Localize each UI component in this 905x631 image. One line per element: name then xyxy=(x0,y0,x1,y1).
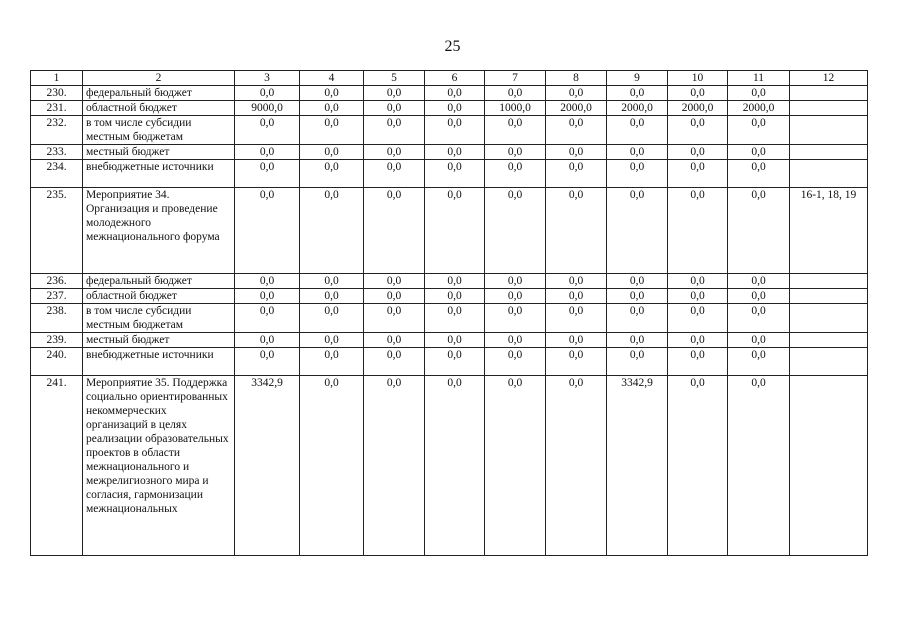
row-name: в том числе субсидии местным бюджетам xyxy=(83,116,235,145)
value-cell: 0,0 xyxy=(485,145,546,160)
value-cell: 0,0 xyxy=(668,145,728,160)
row-name: местный бюджет xyxy=(83,145,235,160)
value-cell: 0,0 xyxy=(668,333,728,348)
value-cell: 0,0 xyxy=(728,348,790,376)
value-cell: 0,0 xyxy=(546,348,607,376)
value-cell: 0,0 xyxy=(425,376,485,556)
value-cell: 0,0 xyxy=(425,274,485,289)
column-header: 12 xyxy=(790,71,868,86)
column-header: 8 xyxy=(546,71,607,86)
value-cell: 0,0 xyxy=(485,304,546,333)
value-cell: 0,0 xyxy=(668,116,728,145)
value-cell: 0,0 xyxy=(300,116,364,145)
value-cell: 0,0 xyxy=(668,274,728,289)
table-body xyxy=(31,86,868,556)
value-cell: 0,0 xyxy=(300,348,364,376)
value-cell: 0,0 xyxy=(607,289,668,304)
value-cell: 0,0 xyxy=(235,188,300,274)
row-note xyxy=(790,274,868,289)
value-cell: 0,0 xyxy=(425,101,485,116)
value-cell: 0,0 xyxy=(300,86,364,101)
value-cell: 0,0 xyxy=(607,160,668,188)
row-number: 241. xyxy=(31,376,83,556)
value-cell: 0,0 xyxy=(728,376,790,556)
value-cell: 0,0 xyxy=(607,86,668,101)
row-note xyxy=(790,304,868,333)
value-cell: 0,0 xyxy=(485,376,546,556)
value-cell: 0,0 xyxy=(485,333,546,348)
row-note xyxy=(790,376,868,556)
value-cell: 0,0 xyxy=(485,188,546,274)
value-cell: 0,0 xyxy=(364,274,425,289)
value-cell: 2000,0 xyxy=(607,101,668,116)
value-cell: 0,0 xyxy=(235,348,300,376)
value-cell: 0,0 xyxy=(300,274,364,289)
value-cell: 0,0 xyxy=(607,333,668,348)
row-note: 16-1, 18, 19 xyxy=(790,188,868,274)
value-cell: 0,0 xyxy=(728,86,790,101)
value-cell: 0,0 xyxy=(235,274,300,289)
value-cell: 1000,0 xyxy=(485,101,546,116)
row-number: 234. xyxy=(31,160,83,188)
value-cell: 0,0 xyxy=(364,188,425,274)
column-header: 3 xyxy=(235,71,300,86)
page-number: 25 xyxy=(444,38,461,55)
value-cell: 0,0 xyxy=(364,160,425,188)
value-cell: 0,0 xyxy=(235,160,300,188)
value-cell: 0,0 xyxy=(728,333,790,348)
row-number: 235. xyxy=(31,188,83,274)
value-cell: 0,0 xyxy=(607,188,668,274)
table-row xyxy=(31,304,868,333)
row-name: федеральный бюджет xyxy=(83,274,235,289)
row-name: федеральный бюджет xyxy=(83,86,235,101)
value-cell: 0,0 xyxy=(668,289,728,304)
row-name: Мероприятие 35. Поддержка социально ориентированных некоммерческих организаций в целях реализации образовательных проектов в области межнационального и межрелигиозного мира и согласия, гармонизации межнациональных xyxy=(83,376,235,556)
value-cell: 3342,9 xyxy=(235,376,300,556)
column-header: 1 xyxy=(31,71,83,86)
value-cell: 2000,0 xyxy=(728,101,790,116)
value-cell: 0,0 xyxy=(364,86,425,101)
column-header: 5 xyxy=(364,71,425,86)
value-cell: 0,0 xyxy=(364,101,425,116)
value-cell: 0,0 xyxy=(728,289,790,304)
value-cell: 0,0 xyxy=(728,188,790,274)
table-row xyxy=(31,160,868,188)
value-cell: 0,0 xyxy=(425,348,485,376)
value-cell: 0,0 xyxy=(728,274,790,289)
value-cell: 0,0 xyxy=(728,145,790,160)
row-name: в том числе субсидии местным бюджетам xyxy=(83,304,235,333)
value-cell: 0,0 xyxy=(235,116,300,145)
value-cell: 0,0 xyxy=(235,86,300,101)
value-cell: 0,0 xyxy=(546,274,607,289)
value-cell: 0,0 xyxy=(364,348,425,376)
value-cell: 0,0 xyxy=(300,101,364,116)
value-cell: 0,0 xyxy=(300,304,364,333)
row-number: 230. xyxy=(31,86,83,101)
value-cell: 0,0 xyxy=(364,116,425,145)
table-row xyxy=(31,116,868,145)
value-cell: 2000,0 xyxy=(546,101,607,116)
value-cell: 2000,0 xyxy=(668,101,728,116)
value-cell: 0,0 xyxy=(425,289,485,304)
value-cell: 0,0 xyxy=(607,304,668,333)
table-row xyxy=(31,145,868,160)
row-note xyxy=(790,86,868,101)
table-row xyxy=(31,188,868,274)
value-cell: 0,0 xyxy=(485,274,546,289)
column-header: 7 xyxy=(485,71,546,86)
value-cell: 0,0 xyxy=(485,86,546,101)
value-cell: 0,0 xyxy=(364,289,425,304)
row-number: 239. xyxy=(31,333,83,348)
row-note xyxy=(790,101,868,116)
row-name: местный бюджет xyxy=(83,333,235,348)
budget-table xyxy=(30,70,868,556)
table-row xyxy=(31,289,868,304)
value-cell: 0,0 xyxy=(728,116,790,145)
value-cell: 0,0 xyxy=(364,304,425,333)
value-cell: 0,0 xyxy=(425,86,485,101)
value-cell: 0,0 xyxy=(546,333,607,348)
value-cell: 0,0 xyxy=(300,145,364,160)
table-row xyxy=(31,101,868,116)
column-header: 6 xyxy=(425,71,485,86)
value-cell: 9000,0 xyxy=(235,101,300,116)
value-cell: 0,0 xyxy=(425,188,485,274)
value-cell: 0,0 xyxy=(546,376,607,556)
row-number: 233. xyxy=(31,145,83,160)
column-header: 2 xyxy=(83,71,235,86)
row-name: внебюджетные источники xyxy=(83,348,235,376)
value-cell: 0,0 xyxy=(546,160,607,188)
row-number: 240. xyxy=(31,348,83,376)
value-cell: 0,0 xyxy=(546,145,607,160)
value-cell: 0,0 xyxy=(546,188,607,274)
value-cell: 0,0 xyxy=(425,116,485,145)
row-note xyxy=(790,348,868,376)
row-number: 237. xyxy=(31,289,83,304)
column-header: 11 xyxy=(728,71,790,86)
row-number: 238. xyxy=(31,304,83,333)
column-header: 9 xyxy=(607,71,668,86)
row-note xyxy=(790,116,868,145)
value-cell: 0,0 xyxy=(300,188,364,274)
table-row xyxy=(31,333,868,348)
column-header: 10 xyxy=(668,71,728,86)
value-cell: 0,0 xyxy=(300,160,364,188)
value-cell: 0,0 xyxy=(485,160,546,188)
header-row xyxy=(31,71,868,86)
row-name: областной бюджет xyxy=(83,289,235,304)
value-cell: 0,0 xyxy=(235,304,300,333)
value-cell: 0,0 xyxy=(364,376,425,556)
row-number: 232. xyxy=(31,116,83,145)
value-cell: 0,0 xyxy=(425,160,485,188)
value-cell: 0,0 xyxy=(235,289,300,304)
value-cell: 0,0 xyxy=(607,116,668,145)
value-cell: 0,0 xyxy=(425,145,485,160)
value-cell: 0,0 xyxy=(546,86,607,101)
value-cell: 0,0 xyxy=(607,348,668,376)
row-name: внебюджетные источники xyxy=(83,160,235,188)
value-cell: 0,0 xyxy=(546,116,607,145)
row-number: 236. xyxy=(31,274,83,289)
row-name: областной бюджет xyxy=(83,101,235,116)
value-cell: 0,0 xyxy=(364,145,425,160)
row-name: Мероприятие 34. Организация и проведение молодежного межнационального форума xyxy=(83,188,235,274)
value-cell: 0,0 xyxy=(485,348,546,376)
value-cell: 0,0 xyxy=(668,188,728,274)
table-row xyxy=(31,86,868,101)
value-cell: 0,0 xyxy=(668,86,728,101)
table-row xyxy=(31,274,868,289)
table-row xyxy=(31,348,868,376)
table-row xyxy=(31,376,868,556)
value-cell: 0,0 xyxy=(607,274,668,289)
column-header: 4 xyxy=(300,71,364,86)
value-cell: 0,0 xyxy=(546,289,607,304)
value-cell: 0,0 xyxy=(668,160,728,188)
value-cell: 0,0 xyxy=(300,289,364,304)
row-note xyxy=(790,160,868,188)
value-cell: 0,0 xyxy=(425,333,485,348)
value-cell: 0,0 xyxy=(485,116,546,145)
value-cell: 0,0 xyxy=(668,348,728,376)
value-cell: 0,0 xyxy=(235,333,300,348)
value-cell: 0,0 xyxy=(300,376,364,556)
value-cell: 0,0 xyxy=(425,304,485,333)
value-cell: 0,0 xyxy=(485,289,546,304)
value-cell: 0,0 xyxy=(728,160,790,188)
row-note xyxy=(790,333,868,348)
value-cell: 0,0 xyxy=(668,304,728,333)
value-cell: 0,0 xyxy=(235,145,300,160)
value-cell: 0,0 xyxy=(728,304,790,333)
value-cell: 0,0 xyxy=(300,333,364,348)
value-cell: 0,0 xyxy=(546,304,607,333)
value-cell: 0,0 xyxy=(668,376,728,556)
value-cell: 3342,9 xyxy=(607,376,668,556)
value-cell: 0,0 xyxy=(364,333,425,348)
row-note xyxy=(790,289,868,304)
row-note xyxy=(790,145,868,160)
row-number: 231. xyxy=(31,101,83,116)
value-cell: 0,0 xyxy=(607,145,668,160)
